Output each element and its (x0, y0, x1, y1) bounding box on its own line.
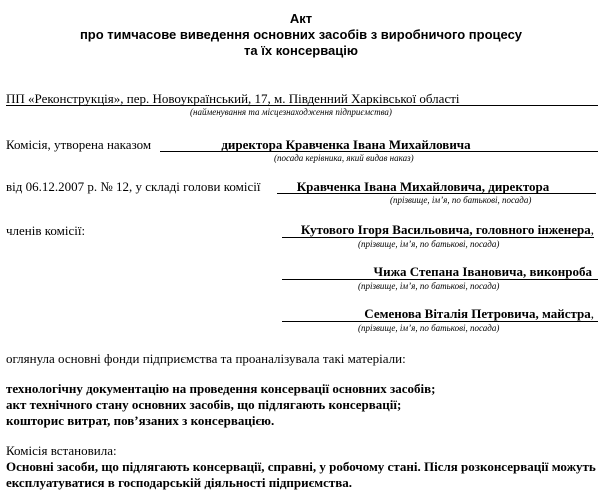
document-title: Акт (289, 11, 313, 26)
member-2-caption: (прізвище, ім’я, по батькові, посада) (358, 281, 500, 291)
member-1-caption: (прізвище, ім’я, по батькові, посада) (358, 239, 500, 249)
findings-line1: Основні засоби, що підлягають консервації, справні, у робочому стані. Після розконсервації можуть (6, 459, 596, 474)
findings-label: Комісія встановила: (6, 443, 117, 458)
member-3-value: Семенова Віталія Петровича, майстра, (364, 306, 594, 321)
member-2-value: Чижа Степана Івановича, виконроба (373, 264, 592, 279)
document-title-line3: та їх консервацію (244, 43, 358, 58)
order-value: Кравченка Івана Михайловича, директора (296, 179, 550, 194)
member-3-underline (282, 321, 598, 322)
review-text: оглянула основні фонди підприємства та проаналізувала такі матеріали: (6, 351, 406, 366)
material-item: технологічну документацію на проведення консервації основних засобів; (6, 381, 436, 396)
member-1-value: Кутового Ігоря Васильовича, головного інженера, (300, 222, 594, 237)
enterprise-value: ПП «Реконструкція», пер. Новоукраїнський, 17, м. Південний Харківської області (6, 91, 460, 106)
commission-label: Комісія, утворена наказом (6, 137, 152, 152)
document-title-line2: про тимчасове виведення основних засобів з виробничого процесу (79, 27, 523, 42)
findings-line2: експлуатуватися в господарській діяльності підприємства. (6, 475, 353, 490)
enterprise-caption: (найменування та місцезнаходження підприємства) (190, 107, 392, 117)
member-3-caption: (прізвище, ім’я, по батькові, посада) (358, 323, 500, 333)
order-caption: (прізвище, ім’я, по батькові, посада) (390, 195, 532, 205)
member-1-underline (282, 237, 594, 238)
order-label: від 06.12.2007 р. № 12, у складі голови комісії (6, 179, 261, 194)
member-2-underline (282, 279, 598, 280)
material-item: кошторис витрат, пов’язаних з консервацією. (6, 413, 275, 428)
enterprise-underline (6, 105, 598, 106)
commission-value: директора Кравченка Івана Михайловича (221, 137, 471, 152)
commission-caption: (посада керівника, який видав наказ) (274, 153, 414, 163)
material-item: акт технічного стану основних засобів, що підлягають консервації; (6, 397, 402, 412)
members-label: членів комісії: (6, 223, 86, 238)
